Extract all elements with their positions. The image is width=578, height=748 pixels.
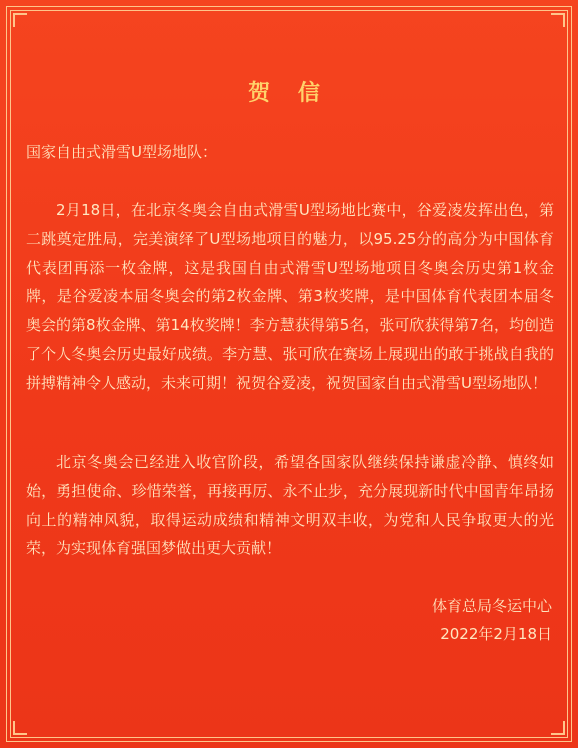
letter-title: 贺 信 <box>248 81 330 106</box>
frame-corner-top-left <box>13 13 27 27</box>
frame-corner-bottom-right <box>551 721 565 735</box>
letter-salutation: 国家自由式滑雪U型场地队： <box>26 143 217 161</box>
letter-sender: 体育总局冬运中心 <box>431 597 552 615</box>
frame-corner-bottom-left <box>13 721 27 735</box>
frame-corner-top-right <box>551 13 565 27</box>
letter-signature-block <box>432 592 552 648</box>
letter-paragraph-2: 北京冬奥会已经进入收官阶段，希望各国家队继续保持谦虚冷静、慎终如始，勇担使命、珍惜荣誉，再接再厉、永不止步，充分展现新时代中国青年昂扬向上的精神风貌，取得运动成绩和精神文明双丰收，为党和人民争取更大的光荣，为实现体育强国梦做出更大贡献！ <box>26 453 554 558</box>
letter-paragraph-1: 2月18日，在北京冬奥会自由式滑雪U型场地比赛中，谷爱凌发挥出色，第二跳奠定胜局，完美演绎了U型场地项目的魅力，以95.25分的高分为中国体育代表团再添一枚金牌，这是我国自由式滑雪U型场地项目冬奥会历史第1枚金牌，是谷爱凌本届冬奥会的第2枚金牌、第3枚奖牌，是中国体育代表团本届冬奥会的第8枚金牌、第14枚奖牌！李方慧获得第5名，张可欣获得第7名，均创造了个人冬奥会历史最好成绩。李方慧、张可欣在赛场上展现出的敢于挑战自我的拼搏精神令人感动，未来可期！祝贺谷爱凌，祝贺国家自由式滑雪U型场地队！ <box>26 201 554 392</box>
letter-date: 2022年2月18日 <box>440 625 552 643</box>
